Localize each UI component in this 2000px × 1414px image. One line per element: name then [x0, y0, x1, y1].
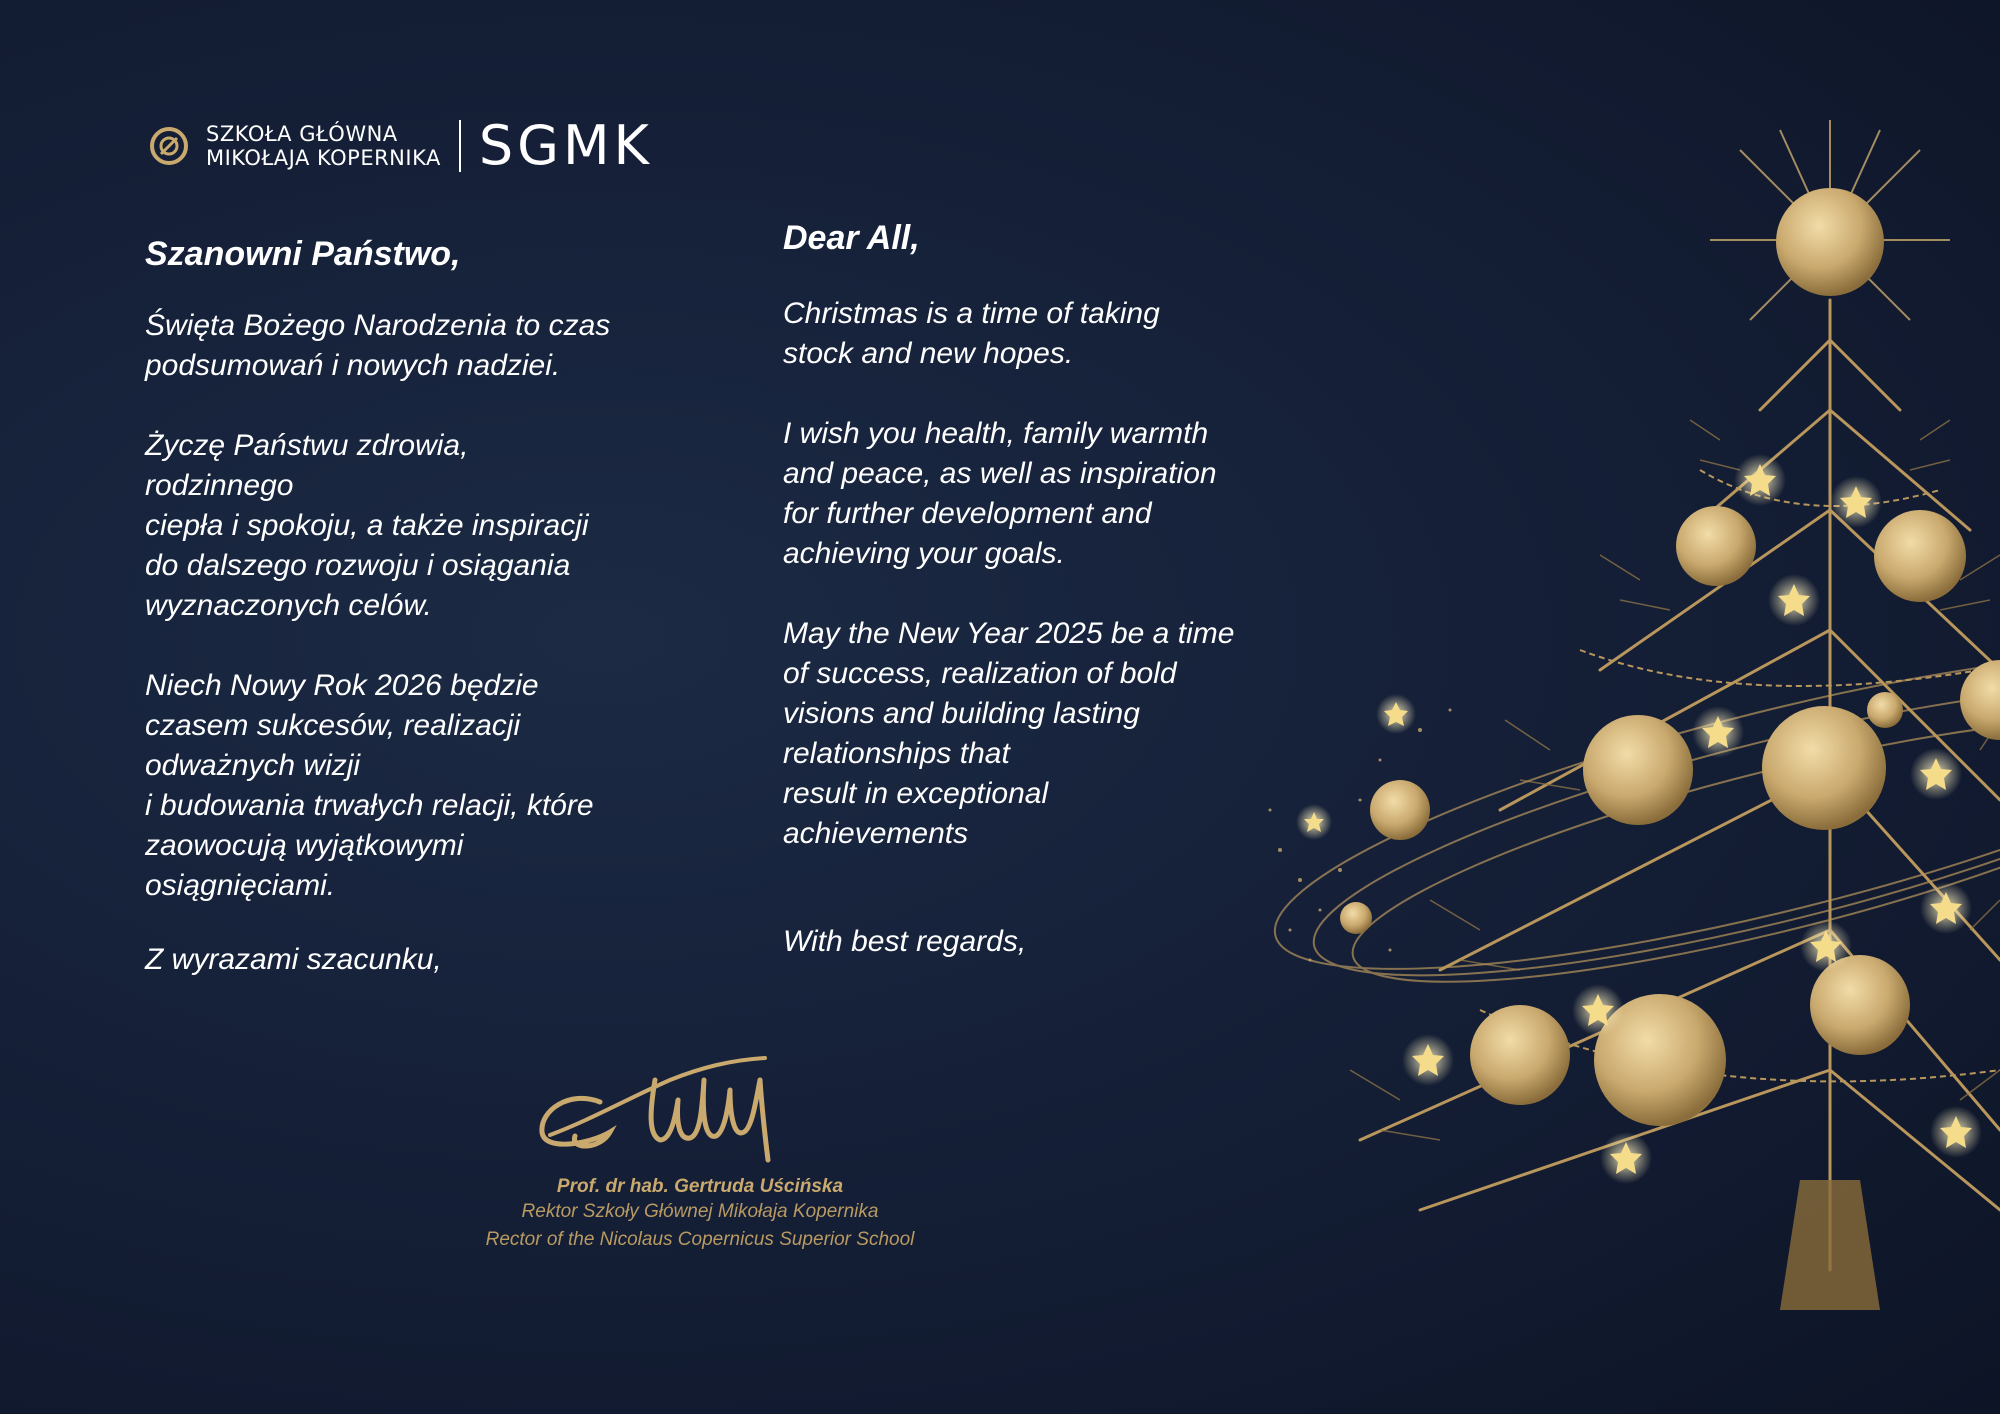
polish-paragraph-2: Życzę Państwu zdrowia, rodzinnego ciepła i spokoju, a także inspiracji do dalszego rozwoju i osiągania wyznaczonych celów. — [145, 429, 589, 622]
university-abbreviation: SGMK — [478, 114, 653, 177]
english-greeting: Dear All, — [783, 219, 920, 257]
english-paragraph-1: Christmas is a time of taking stock and new hopes. — [783, 297, 1160, 370]
signatory-role-polish: Rektor Szkoły Głównej Mikołaja Kopernika — [521, 1201, 879, 1222]
english-paragraph-2: I wish you health, family warmth and peace, as well as inspiration for further development and achieving your goals. — [783, 417, 1217, 570]
signatory-role-english: Rector of the Nicolaus Copernicus Superior School — [485, 1229, 915, 1250]
polish-paragraph-1: Święta Bożego Narodzenia to czas podsumowań i nowych nadziei. — [145, 309, 611, 382]
university-name — [206, 122, 441, 170]
signature-block — [420, 1040, 980, 1254]
logo-divider — [459, 120, 461, 172]
tree-trunk — [1780, 1180, 1880, 1310]
english-paragraph-3: May the New Year 2025 be a time of success, realization of bold visions and building lasting relationships that result in exceptional achievements — [783, 617, 1235, 850]
handwritten-signature — [530, 1040, 830, 1170]
sun-icon — [1776, 188, 1884, 296]
university-name-line1: SZKOŁA GŁÓWNA — [206, 122, 398, 146]
compass-emblem-icon — [148, 125, 190, 167]
christmas-tree-illustration — [1220, 110, 2000, 1330]
polish-greeting: Szanowni Państwo, — [145, 235, 461, 273]
signatory-name: Prof. dr hab. Gertruda Uścińska — [556, 1176, 844, 1197]
university-logo — [148, 114, 653, 177]
university-name-line2: MIKOŁAJA KOPERNIKA — [206, 146, 441, 170]
english-closing: With best regards, — [783, 925, 1027, 958]
polish-letter — [145, 232, 705, 980]
polish-paragraph-3: Niech Nowy Rok 2026 będzie czasem sukcesów, realizacji odważnych wizji i budowania trwałych relacji, które zaowocują wyjątkowymi osiągnięciami. — [145, 669, 594, 902]
polish-closing: Z wyrazami szacunku, — [145, 943, 442, 976]
